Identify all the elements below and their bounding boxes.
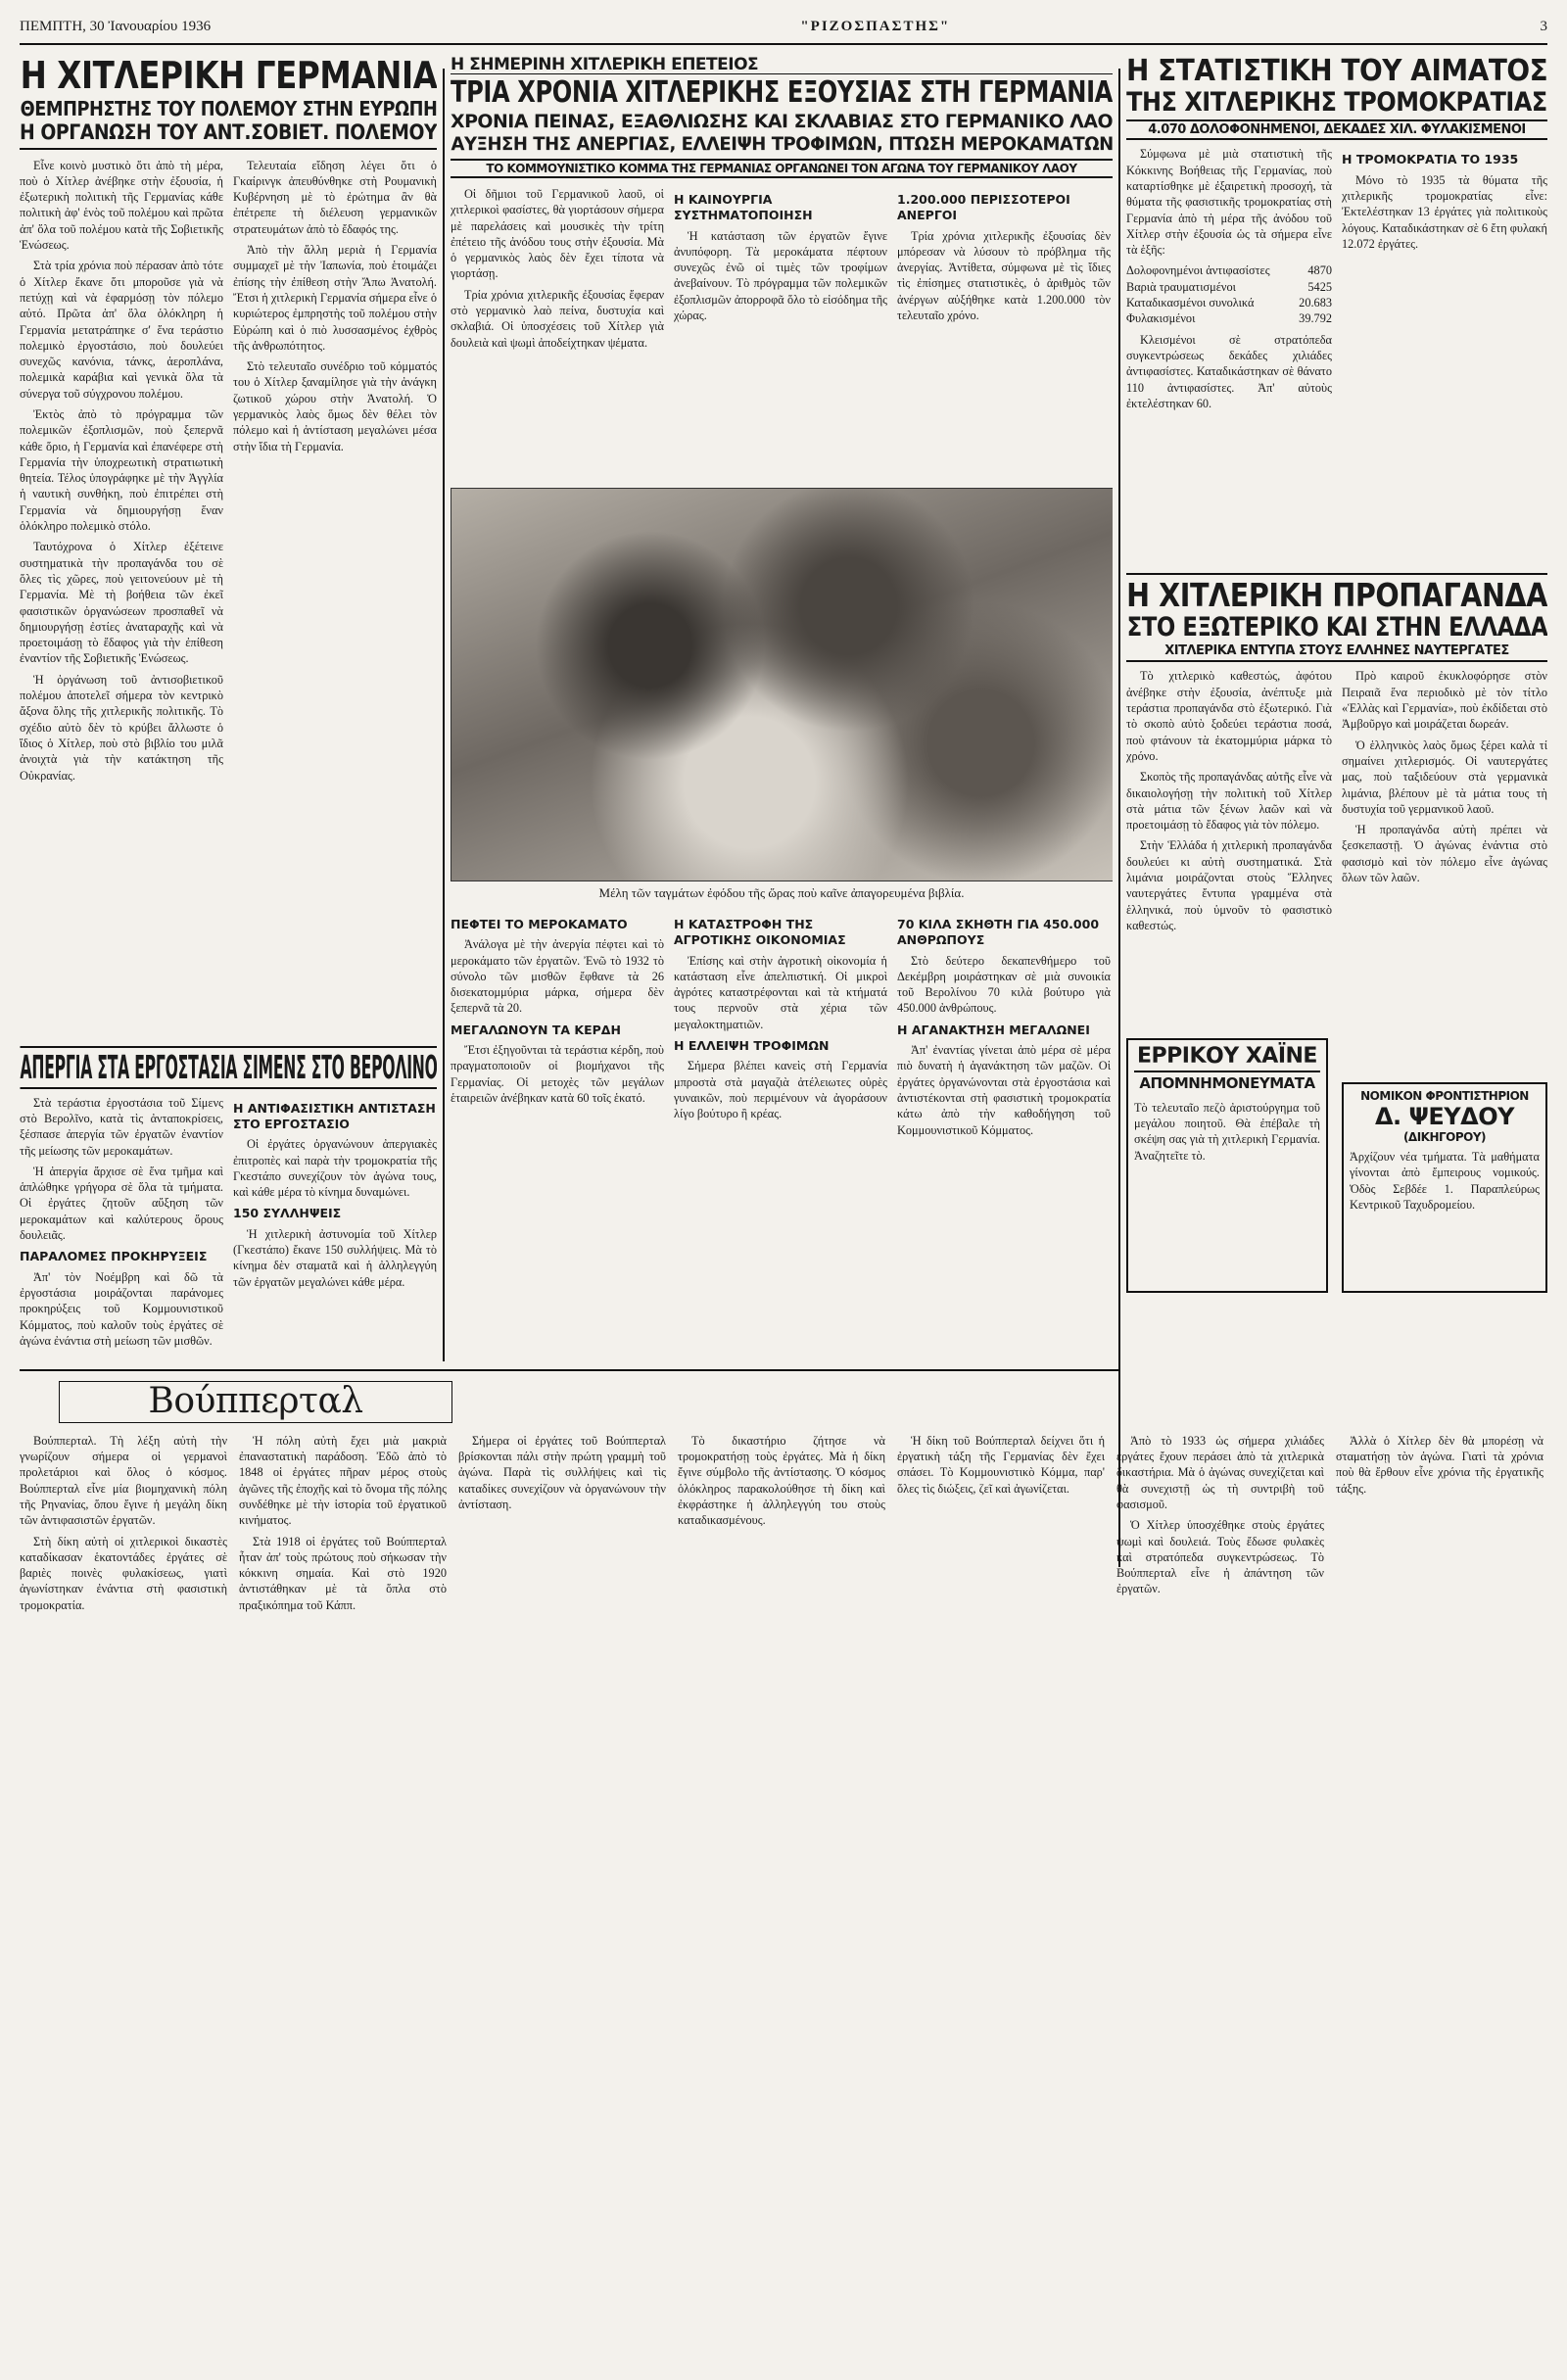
- masthead-title: "ΡΙΖΟΣΠΑΣΤΗΣ": [800, 18, 951, 34]
- paragraph: Ἀλλὰ ὁ Χίτλερ δὲν θὰ μπορέσῃ νὰ σταματήσῃ τὸν ἀγώνα. Γιατὶ τὰ χρόνια ποὺ θὰ ἔρθουν εἶνε χρόνια τῆς ἐργατικῆς τάξης.: [1336, 1433, 1543, 1496]
- paragraph: Οἱ ἐργάτες ὀργανώνουν ἀπεργιακὲς ἐπιτροπὲς καὶ παρὰ τὴν τρομοκρατία τῆς Γκεστάπο συνεχίζουν τὸν ἀγώνα τους, καὶ κάθε μέρα τὸ κίνημα δυναμώνει.: [233, 1137, 437, 1200]
- advert-subtitle: ΑΠΟΜΝΗΜΟΝΕΥΜΑΤΑ: [1139, 1074, 1315, 1093]
- paragraph: Σήμερα οἱ ἐργάτες τοῦ Βούππερταλ βρίσκονται πάλι στὴν πρώτη γραμμὴ τοῦ ἀγώνα. Παρὰ τὶς συλλήψεις καὶ τὶς καταδίκες συνεχίζουν νὰ ὀργανώνουν τὴν ἀντίσταση.: [458, 1433, 666, 1511]
- article-title: Βούππερταλ: [148, 1381, 363, 1421]
- article-three-years: [451, 57, 1113, 1364]
- paragraph: Στὰ τεράστια ἐργοστάσια τοῦ Σίμενς στὸ Βερολῖνο, κατὰ τὶς ἀνταποκρίσεις, ξέσπασε ἀπεργία τῶν ἐργατῶν ἐναντίον τῆς μείωσης τῶν μεροκαμάτων.: [20, 1095, 223, 1158]
- paragraph: Εἶνε κοινὸ μυστικὸ ὅτι ἀπὸ τὴ μέρα, ποὺ ὁ Χίτλερ ἀνέβηκε στὴν ἐξουσία, ἡ ἐξωτερικὴ πολιτικὴ τῆς Γερμανίας κάθε πολιτικὴ ἀφ' ἑνὸς τοῦ πολέμου καὶ πρῶτα ἀπ' ὅλα τοῦ πολέμου κατὰ τῆς Σοβιετικῆς Ἑνώσεως.: [20, 158, 223, 253]
- article-body-column: [1126, 668, 1332, 938]
- article-subtitle: 4.070 ΔΟΛΟΦΟΝΗΜΕΝΟΙ, ΔΕΚΑΔΕΣ ΧΙΛ. ΦΥΛΑΚΙΣΜΕΝΟΙ: [1126, 119, 1547, 140]
- paragraph: Σκοπὸς τῆς προπαγάνδας αὐτῆς εἶνε νὰ δικαιολογήσῃ τὴν πολιτικὴ τοῦ Χίτλερ στὰ μάτια τῶν ξένων λαῶν καὶ νὰ προετοιμάσῃ τὸ ἔδαφος γιὰ τὸν πόλεμο.: [1126, 770, 1332, 833]
- article-body-column: [20, 158, 223, 788]
- section-heading: Η ΑΓΑΝΑΚΤΗΣΗ ΜΕΓΑΛΩΝΕΙ: [897, 1022, 1090, 1037]
- paragraph: Ἡ δίκη τοῦ Βούππερταλ δείχνει ὅτι ἡ ἐργατικὴ τάξη τῆς Γερμανίας δὲν ἔχει σπάσει. Τὸ Κομμουνιστικὸ Κόμμα, παρ' ὅλες τὶς διώξεις, ζεῖ καὶ ἀγωνίζεται.: [897, 1433, 1105, 1496]
- article-body-column: [1116, 1433, 1324, 1618]
- paragraph: Τὸ δικαστήριο ζήτησε νὰ τρομοκρατήσῃ τοὺς ἐργάτες. Μὰ ἡ δίκη ἔγινε σύμβολο τῆς ἀντίστασης. Ὁ κόσμος ὁλόκληρος παρακολούθησε τὴ δίκη καὶ ἐκφράστηκε ἡ ἀλληλεγγύη του στοὺς καταδικασμένους.: [678, 1433, 885, 1528]
- newspaper-page: [20, 10, 1547, 2370]
- paragraph: Οἱ δῆμιοι τοῦ Γερμανικοῦ λαοῦ, οἱ χιτλερικοὶ φασίστες, θὰ γιορτάσουν σήμερα μὲ παρελάσεις καὶ μουσικὲς τὴν τρίτη ἐπέτειο τῆς ἀνόδου τους στὴν ἐξουσία. Μὰ ὁ γερμανικὸς λαὸς δὲν ἔχει τίποτα νὰ γιορτάσῃ.: [451, 186, 664, 281]
- article-title: Η ΧΙΤΛΕΡΙΚΗ ΠΡΟΠΑΓΑΝΔΑ: [1126, 573, 1547, 612]
- paragraph: Στὰ τρία χρόνια ποὺ πέρασαν ἀπὸ τότε ὁ Χίτλερ ἔκανε ὅτι μποροῦσε γιὰ νὰ πετύχῃ καὶ νὰ ἐφαρμόσῃ τὸν πόλεμο αὐτό. Πρῶτα ἀπ' ὅλα ὁλόκληρη ἡ Γερμανία μετατράπηκε σ' ἕνα τεράστιο πολεμικὸ ἐργοστάσιο, ποὺ δουλεύει συνεχῶς κανόνια, τάνκς, ἀεροπλάνα, πολεμικὰ καράβια καὶ γενικὰ ὅλα τὰ σύνεργα τοῦ σύγχρονου πολέμου.: [20, 259, 223, 401]
- paragraph: Τελευταία εἴδηση λέγει ὅτι ὁ Γκαίρινγκ ἀπευθύνθηκε στὴ Ρουμανικὴ Κυβέρνηση μὲ τὸ ἐρώτημα ἂν θὰ ἐπέτρεπε τὴ διέλευση γερμανικῶν στρατευμάτων ἀπὸ τὸ ἔδαφός της.: [233, 158, 437, 236]
- paragraph: Ὁ ἑλληνικὸς λαὸς ὅμως ξέρει καλὰ τί σημαίνει χιτλερισμός. Οἱ ναυτεργάτες μας, ποὺ ταξιδεύουν στὰ γερμανικὰ λιμάνια, βλέπουν μὲ τὰ μάτια τους τὴ δυστυχία τοῦ γερμανικοῦ λαοῦ.: [1342, 738, 1547, 816]
- article-body-column: [1342, 146, 1547, 416]
- article-body-column: [233, 158, 437, 788]
- section-heading: Η ΕΛΛΕΙΨΗ ΤΡΟΦΙΜΩΝ: [674, 1038, 830, 1054]
- section-rule: [20, 1369, 1118, 1371]
- article-title: Η ΣΤΑΤΙΣΤΙΚΗ ΤΟΥ ΑΙΜΑΤΟΣ: [1126, 57, 1547, 88]
- column-rule: [1118, 69, 1120, 1567]
- article-body-column: [20, 1433, 227, 1618]
- article-subtitle: ΤΟ ΚΟΜΜΟΥΝΙΣΤΙΚΟ ΚΟΜΜΑ ΤΗΣ ΓΕΡΜΑΝΙΑΣ ΟΡΓΑΝΩΝΕΙ ΤΟΝ ΑΓΩΝΑ ΤΟΥ ΓΕΡΜΑΝΙΚΟΥ ΛΑΟΥ: [451, 159, 1113, 178]
- advert-title: Δ. ΨΕΥΔΟΥ: [1374, 1103, 1515, 1131]
- paragraph: Ἀπ' τὸν Νοέμβρη καὶ δῶ τὰ ἐργοστάσια μοιράζονται παράνομες προκηρύξεις τοῦ Κομμουνιστικοῦ Κόμματος, ποὺ καλοῦν τοὺς ἐργάτες σὲ ἀγώνα ἐνάντια στὴ μείωση τῶν μισθῶν.: [20, 1269, 223, 1348]
- article-title: ΤΗΣ ΧΙΤΛΕΡΙΚΗΣ ΤΡΟΜΟΚΡΑΤΙΑΣ: [1126, 86, 1547, 118]
- paragraph: Ἡ χιτλερικὴ ἀστυνομία τοῦ Χίτλερ (Γκεστάπο) ἔκανε 150 συλλήψεις. Μὰ τὸ κίνημα δὲν σταματᾶ καὶ ἡ ἀλληλεγγύη τῶν ἐργατῶν μεγαλώνει κάθε μέρα.: [233, 1226, 437, 1289]
- section-heading: ΜΕΓΑΛΩΝΟΥΝ ΤΑ ΚΕΡΔΗ: [451, 1022, 621, 1037]
- paragraph: Στὸ τελευταῖο συνέδριο τοῦ κόμματός του ὁ Χίτλερ ξαναμίλησε γιὰ τὴν ἀνάγκη ζωτικοῦ χώρου στὴν Ἀνατολή. Ὁ γερμανικὸς λαὸς ὅμως δὲν θέλει τὸν πόλεμο καὶ ἡ ἀντίσταση μεγαλώνει μέσα στὴν ἴδια τὴ Γερμανία.: [233, 359, 437, 453]
- article-subtitle: ΧΙΤΛΕΡΙΚΑ ΕΝΤΥΠΑ ΣΤΟΥΣ ΕΛΛΗΝΕΣ ΝΑΥΤΕΡΓΑΤΕΣ: [1126, 644, 1547, 662]
- page-number: 3: [1540, 18, 1547, 34]
- paragraph: Ὁ Χίτλερ ὑποσχέθηκε στοὺς ἐργάτες ψωμὶ καὶ δουλειά. Τοὺς ἔδωσε φυλακὲς καὶ στρατόπεδα συγκεντρώσεως. Τὸ Βούππερταλ εἶνε ἡ ἀπάντηση τῶν ἐργατῶν.: [1116, 1518, 1324, 1596]
- section-heading: 150 ΣΥΛΛΗΨΕΙΣ: [233, 1206, 342, 1221]
- article-body-column: [678, 1433, 885, 1618]
- article-siemens-strike: [20, 1046, 437, 1364]
- advert-kicker: ΝΟΜΙΚΟΝ ΦΡΟΝΤΙΣΤΗΡΙΟΝ: [1360, 1089, 1529, 1103]
- column-rule: [443, 69, 445, 1361]
- article-body-column: [897, 1433, 1105, 1618]
- article-body-column: [1342, 668, 1547, 938]
- article-title: Η ΧΙΤΛΕΡΙΚΗ ΓΕΡΜΑΝΙΑ: [20, 57, 437, 97]
- article-kicker: Η ΣΗΜΕΡΙΝΗ ΧΙΤΛΕΡΙΚΗ ΕΠΕΤΕΙΟΣ: [451, 57, 1113, 74]
- article-terror-statistics: [1126, 57, 1547, 566]
- masthead: [20, 10, 1547, 45]
- section-heading: 1.200.000 ΠΕΡΙΣΣΟΤΕΡΟΙ ΑΝΕΡΓΟΙ: [897, 191, 1070, 223]
- paragraph: Ταυτόχρονα ὁ Χίτλερ ἐξέτεινε συστηματικὰ τὴν προπαγάνδα του σὲ ὅλες τὶς χῶρες, ποὺ γειτονεύουν μὲ τὴ Γερμανία. Μὲ τὴ βοήθεια τῶν ἐκεῖ φασιστικῶν ὀργανώσεων προσπαθεῖ νὰ δημιουργήσῃ ἐστίες ἀναταραχῆς καὶ νὰ προετοιμάσῃ τὸ ἔδαφος γιὰ τὴν ἐπίθεση ἐναντίον τῆς Σοβιετικῆς Ἑνώσεως.: [20, 540, 223, 666]
- article-body-column: [1126, 146, 1332, 416]
- paragraph: Βούππερταλ. Τὴ λέξη αὐτὴ τὴν γνωρίζουν σήμερα οἱ γερμανοὶ προλετάριοι καὶ ὅλος ὁ κόσμος. Βούππερταλ εἶνε μία βιομηχανικὴ πόλη τῆς Ρηνανίας, ὅπου ἔγινε ἡ μεγάλη δίκη τῶν ἀντιφασιστῶν ἐργατῶν.: [20, 1433, 227, 1528]
- article-subtitle: Η ΟΡΓΑΝΩΣΗ ΤΟΥ ΑΝΤ.ΣΟΒΙΕΤ. ΠΟΛΕΜΟΥ: [20, 122, 437, 149]
- stat-label: Καταδικασμένοι συνολικά: [1126, 296, 1255, 310]
- section-heading: Η ΚΑΙΝΟΥΡΓΙΑ ΣΥΣΤΗΜΑΤΟΠΟΙΗΣΗ: [674, 191, 813, 223]
- paragraph: Ἡ προπαγάνδα αὐτὴ πρέπει νὰ ξεσκεπαστῇ. Ὁ ἀγώνας ἐνάντια στὸ φασισμὸ καὶ τὸν πόλεμο εἶνε ἀγώνας ὅλων τῶν λαῶν.: [1342, 823, 1547, 884]
- section-heading: Η ΤΡΟΜΟΚΡΑΤΙΑ ΤΟ 1935: [1342, 152, 1519, 167]
- paragraph: Σήμερα βλέπει κανεὶς στὴ Γερμανία μπροστὰ στὰ μαγαζιὰ ἀτέλειωτες οὐρὲς γυναικῶν, ποὺ περιμένουν νὰ ἀγοράσουν λίγο βούτυρο ἢ κρέας.: [674, 1059, 887, 1121]
- paragraph: Ἀπ' ἐναντίας γίνεται ἀπὸ μέρα σὲ μέρα πιὸ δυνατὴ ἡ ἀγανάκτηση τῶν μαζῶν. Οἱ ἐργάτες ὀργανώνονται στὰ ἐργοστάσια καὶ ἀντιστέκονται στὴ φασιστικὴ τρομοκρατία κάτω ἀπὸ τὴν καθοδήγηση τοῦ Κομμουνιστικοῦ Κόμματος.: [897, 1043, 1111, 1137]
- article-propaganda: [1126, 573, 1547, 1014]
- advert-title: ΕΡΡΙΚΟΥ ΧΑΪΝΕ: [1134, 1046, 1320, 1072]
- paragraph: Ἀνάλογα μὲ τὴν ἀνεργία πέφτει καὶ τὸ μεροκάματο τῶν ἐργατῶν. Ἐνῶ τὸ 1932 τὸ σύνολο τῶν μισθῶν ἔφθανε τὰ 26 δισεκατομμύρια μάρκα, σήμερα δὲν ξεπερνᾶ τὰ 20.: [451, 937, 664, 1016]
- article-body-column: [233, 1095, 437, 1354]
- paragraph: Ἐκτὸς ἀπὸ τὸ πρόγραμμα τῶν πολεμικῶν ἐξοπλισμῶν, ποὺ ξεπερνᾶ κάθε ὅριο, ἡ Γερμανία καὶ ἐπανέφερε στὴ Γερμανία τὴν ὑποχρεωτικὴ στρατιωτικὴ θητεία. Τέλος ὑπογράφηκε μὲ τὴν Ἀγγλία ἡ ναυτικὴ συνθήκη, ποὺ ἐπιτρέπει στὴ Γερμανία νὰ δημιουργήσῃ ἕναν ὁλόκληρο πολεμικὸ στόλο.: [20, 407, 223, 534]
- paragraph: Ἡ ὀργάνωση τοῦ ἀντισοβιετικοῦ πολέμου ἀποτελεῖ σήμερα τὸν κεντρικὸ ἄξονα ὅλης τῆς χιτλερικῆς πολιτικῆς. Τὸ σχέδιο αὐτὸ δὲν τὸ κρύβει ἄλλωστε ὁ ἴδιος ὁ Χίτλερ, ποὺ στὸ βιβλίο του μιλᾶ ἀνοιχτὰ γιὰ τὴν κατάκτηση τῆς Οὐκρανίας.: [20, 672, 223, 783]
- article-subtitle: ΑΥΞΗΣΗ ΤΗΣ ΑΝΕΡΓΙΑΣ, ΕΛΛΕΙΨΗ ΤΡΟΦΙΜΩΝ, ΠΤΩΣΗ ΜΕΡΟΚΑΜΑΤΩΝ: [451, 133, 1113, 156]
- article-body-column: [239, 1433, 447, 1618]
- advert-law-school: [1342, 1082, 1547, 1293]
- article-title: ΤΡΙΑ ΧΡΟΝΙΑ ΧΙΤΛΕΡΙΚΗΣ ΕΞΟΥΣΙΑΣ ΣΤΗ ΓΕΡΜΑΝΙΑ: [451, 75, 1113, 111]
- paragraph: Ἔτσι ἐξηγοῦνται τὰ τεράστια κέρδη, ποὺ πραγματοποιοῦν οἱ βιομήχανοι τῆς Γερμανίας. Οἱ μετοχὲς τῶν μεγάλων ἑταιρειῶν ἀνέβηκαν κατὰ 60 τοῖς ἑκατό.: [451, 1043, 664, 1105]
- paragraph: Στὰ 1918 οἱ ἐργάτες τοῦ Βούππερταλ ἦταν ἀπ' τοὺς πρώτους ποὺ σήκωσαν τὴν κόκκινη σημαία. Καὶ στὸ 1920 ἀντιστάθηκαν μὲ τὰ ὅπλα στὸ πραξικόπημα τοῦ Κάππ.: [239, 1534, 447, 1612]
- paragraph: Πρὸ καιροῦ ἐκυκλοφόρησε στὸν Πειραιᾶ ἕνα περιοδικὸ μὲ τὸν τίτλο «Ἑλλὰς καὶ Γερμανία», ποὺ ἐκδίδεται στὸ Ἀμβοῦργο καὶ μοιράζεται δωρεάν.: [1342, 669, 1547, 732]
- paragraph: Ἡ πόλη αὐτὴ ἔχει μιὰ μακριὰ ἐπαναστατικὴ παράδοση. Ἐδῶ ἀπὸ τὸ 1848 οἱ ἐργάτες πῆραν μέρος στοὺς ἀγῶνες τῆς ἐποχῆς καὶ τὸ ὄνομα τῆς πόλης συνδέθηκε μὲ τὴν ἱστορία τοῦ ἐργατικοῦ κινήματος.: [239, 1433, 447, 1528]
- article-body-column: [674, 186, 887, 356]
- paragraph: Ἀπὸ τὴν ἄλλη μεριὰ ἡ Γερμανία συμμαχεῖ μὲ τὴν Ἰαπωνία, ποὺ ἑτοιμάζει ἐπίσης τὴν ἐπίθεση στὴν Ἄπω Ἀνατολή. Ἔτσι ἡ χιτλερικὴ Γερμανία σήμερα εἶνε ὁ κυριώτερος ἐμπρηστὴς τοῦ πολέμου στὴν Εὐρώπη καὶ ὁ πιὸ λυσσασμένος ἐχθρὸς τῆς ἀνθρωπότητος.: [233, 243, 437, 353]
- section-heading: ΠΑΡΑΛΟΜΕΣ ΠΡΟΚΗΡΥΞΕΙΣ: [20, 1249, 208, 1264]
- stat-label: Φυλακισμένοι: [1126, 311, 1196, 326]
- stat-value: 4870: [1307, 263, 1332, 278]
- article-body-column: [451, 186, 664, 356]
- paragraph: Ἐπίσης καὶ στὴν ἀγροτικὴ οἰκονομία ἡ κατάσταση εἶνε ἀπελπιστική. Οἱ μικροὶ ἀγρότες καταστρέφονται καὶ τὰ κτήματά τους περνοῦν στὰ χέρια τῶν μεγαλοκτηματιῶν.: [674, 953, 887, 1031]
- paragraph: Μόνο τὸ 1935 τὰ θύματα τῆς χιτλερικῆς τρομοκρατίας εἶνε: Ἐκτελέστηκαν 13 ἐργάτες γιὰ πολιτικοὺς λόγους. Καταδικάστηκαν σὲ 6 ἔτη φυλακή 12.072 ἐργάτες.: [1342, 172, 1547, 251]
- section-heading: Η ΚΑΤΑΣΤΡΟΦΗ ΤΗΣ ΑΓΡΟΤΙΚΗΣ ΟΙΚΟΝΟΜΙΑΣ: [674, 917, 846, 948]
- paragraph: Κλεισμένοι σὲ στρατόπεδα συγκεντρώσεως δεκάδες χιλιάδες ἀντιφασίστες. Καταδικάστηκαν σὲ θάνατο 110 ἀντιφασίστες. Ἀπ' αὐτοὺς ἐκτελέστηκαν 60.: [1126, 332, 1332, 410]
- article-body-column: [897, 911, 1111, 1143]
- stat-value: 5425: [1307, 279, 1332, 294]
- book-burning-photo: [451, 488, 1113, 881]
- stat-value: 39.792: [1299, 311, 1332, 326]
- article-title: ΣΤΟ ΕΞΩΤΕΡΙΚΟ ΚΑΙ ΣΤΗΝ ΕΛΛΑΔΑ: [1126, 611, 1547, 643]
- masthead-date: ΠΕΜΠΤΗ, 30 Ἰανουαρίου 1936: [20, 18, 212, 34]
- paragraph: Σύμφωνα μὲ μιὰ στατιστικὴ τῆς Κόκκινης Βοήθειας τῆς Γερμανίας, ποὺ καταρτίσθηκε μὲ ἐξαιρετικὴ προσοχή, τὰ θύματα τῆς φασιστικῆς τρομοκρατίας στὴ Γερμανία ἀπὸ τὴ μέρα τῆς ἀνόδου τοῦ Χίτλερ στὴν ἐξουσία ὡς τὰ σήμερα εἶνε τὰ ἑξῆς:: [1126, 147, 1332, 258]
- article-subtitle: ΧΡΟΝΙΑ ΠΕΙΝΑΣ, ΕΞΑΘΛΙΩΣΗΣ ΚΑΙ ΣΚΛΑΒΙΑΣ ΣΤΟ ΓΕΡΜΑΝΙΚΟ ΛΑΟ: [451, 110, 1113, 132]
- stat-label: Δολοφονημένοι ἀντιφασίστες: [1126, 263, 1270, 278]
- advert-text: Τὸ τελευταῖο πεζὸ ἀριστούργημα τοῦ μεγάλου ποιητοῦ. Θὰ ἐπέβαλε τὴ σκέψη σας γιὰ τὴ χιτλερικὴ Γερμανία. Ἀναζητεῖτε τὸ.: [1134, 1100, 1320, 1163]
- article-body-column: [451, 911, 664, 1143]
- advert-text: Ἀρχίζουν νέα τμήματα. Τὰ μαθήματα γίνονται ἀπὸ ἔμπειρους νομικούς. Ὁδὸς Σεβδέε 1. Παραπλεύρως Κεντρικοῦ Ταχυδρομείου.: [1350, 1149, 1540, 1212]
- paragraph: Στὸ δεύτερο δεκαπενθήμερο τοῦ Δεκέμβρη μοιράστηκαν σὲ μιὰ συνοικία τοῦ Βερολίνου 70 κιλὰ βούτυρο γιὰ 450.000 ἀνθρώπους.: [897, 953, 1111, 1016]
- stat-row: [1126, 262, 1332, 278]
- article-body-column: [1336, 1433, 1543, 1618]
- paragraph: Ἡ ἀπεργία ἄρχισε σὲ ἕνα τμῆμα καὶ ἁπλώθηκε γρήγορα σὲ ὅλα τὰ τμήματα. Οἱ ἐργάτες ζητοῦν αὔξηση τῶν μεροκαμάτων καὶ καλύτερους ὅρους δουλειᾶς.: [20, 1164, 223, 1243]
- article-body-column: [897, 186, 1111, 356]
- article-subtitle: ΘΕΜΠΡΗΣΤΗΣ ΤΟΥ ΠΟΛΕΜΟΥ ΣΤΗΝ ΕΥΡΩΠΗ: [20, 96, 437, 120]
- stat-row: [1126, 295, 1332, 310]
- article-body-column: [458, 1433, 666, 1618]
- stat-label: Βαριὰ τραυματισμένοι: [1126, 279, 1236, 294]
- article-body-column: [20, 1095, 223, 1354]
- stat-row: [1126, 279, 1332, 295]
- section-heading: ΠΕΦΤΕΙ ΤΟ ΜΕΡΟΚΑΜΑΤΟ: [451, 917, 628, 931]
- paragraph: Ἡ κατάσταση τῶν ἐργατῶν ἔγινε ἀνυπόφορη. Τὰ μεροκάματα πέφτουν συνεχῶς ἐνῶ οἱ τιμὲς τῶν τροφίμων ἀνεβαίνουν. Τὸ πρόγραμμα τῶν πολεμικῶν ἐξοπλισμῶν ἀπορροφᾶ ὅλο τὸ εἰσόδημα τῆς χώρας.: [674, 228, 887, 322]
- article-wuppertal: [20, 1381, 1547, 2360]
- paragraph: Τρία χρόνια χιτλερικῆς ἐξουσίας ἔφεραν στὸ γερμανικὸ λαὸ πείνα, δυστυχία καὶ σκλαβιά. Οἱ ὑποσχέσεις τοῦ Χίτλερ γιὰ δουλειὰ καὶ ψωμὶ ἀποδείχτηκαν ψέματα.: [451, 287, 664, 350]
- article-body-column: [674, 911, 887, 1143]
- section-heading: Η ΑΝΤΙΦΑΣΙΣΤΙΚΗ ΑΝΤΙΣΤΑΣΗ ΣΤΟ ΕΡΓΟΣΤΑΣΙΟ: [233, 1100, 436, 1131]
- article-title: ΑΠΕΡΓΙΑ ΣΤΑ ΕΡΓΟΣΤΑΣΙΑ ΣΙΜΕΝΣ ΣΤΟ ΒΕΡΟΛΙΝΟ: [20, 1046, 437, 1089]
- stat-row: [1126, 310, 1332, 326]
- paragraph: Στὴν Ἑλλάδα ἡ χιτλερικὴ προπαγάνδα δουλεύει κι αὐτὴ συστηματικά. Στὰ λιμάνια μοιράζονται στοὺς Ἕλληνες ναυτεργάτες ἔντυπα γραμμένα στὰ ἑλληνικά, ποὺ ὑμνοῦν τὸ φασιστικὸ καθεστώς.: [1126, 838, 1332, 932]
- section-heading: 70 ΚΙΛΑ ΣΚΗΘΤΗ ΓΙΑ 450.000 ΑΝΘΡΩΠΟΥΣ: [897, 917, 1100, 948]
- article-hitler-germany: [20, 57, 437, 1036]
- advert-note: (ΔΙΚΗΓΟΡΟΥ): [1402, 1129, 1487, 1144]
- paragraph: Τρία χρόνια χιτλερικῆς ἐξουσίας δὲν μπόρεσαν νὰ λύσουν τὸ πρόβλημα τῆς ἀνεργίας. Ἀντίθετα, σύμφωνα μὲ τὶς ἴδιες τὶς ἐπίσημες στατιστικὲς, ὁ ἀριθμὸς τῶν ἀνέργων αὐξήθηκε κατὰ 1.200.000 τὸν τελευταῖο χρόνο.: [897, 228, 1111, 322]
- paragraph: Τὸ χιτλερικὸ καθεστώς, ἀφότου ἀνέβηκε στὴν ἐξουσία, ἀνέπτυξε μιὰ τεράστια προπαγάνδα στὸ ἐξωτερικό. Γιὰ τὸ σκοπὸ αὐτὸ ξοδεύει τεράστια ποσά, ποὺ φτάνουν τὰ ἑκατομμύρια μάρκα τὸ χρόνο.: [1126, 669, 1332, 763]
- paragraph: Ἀπὸ τὸ 1933 ὡς σήμερα χιλιάδες ἐργάτες ἔχουν περάσει ἀπὸ τὰ χιτλερικὰ δικαστήρια. Μὰ ὁ ἀγώνας συνεχίζεται καὶ θὰ συνεχιστῇ ὡς τὴ συντριβὴ τοῦ φασισμοῦ.: [1116, 1433, 1324, 1511]
- paragraph: Στὴ δίκη αὐτὴ οἱ χιτλερικοὶ δικαστὲς καταδίκασαν ἑκατοντάδες ἐργάτες σὲ βαριὲς ποινὲς φυλακίσεως, γιατὶ ἀγωνίστηκαν ἐνάντια στὴ φασιστικὴ τρομοκρατία.: [20, 1534, 227, 1612]
- photo-caption: Μέλη τῶν ταγμάτων ἐφόδου τῆς ὥρας ποὺ καῖνε ἀπαγορευμένα βιβλία.: [598, 885, 965, 900]
- advert-heine: [1126, 1038, 1328, 1293]
- stat-value: 20.683: [1299, 296, 1332, 310]
